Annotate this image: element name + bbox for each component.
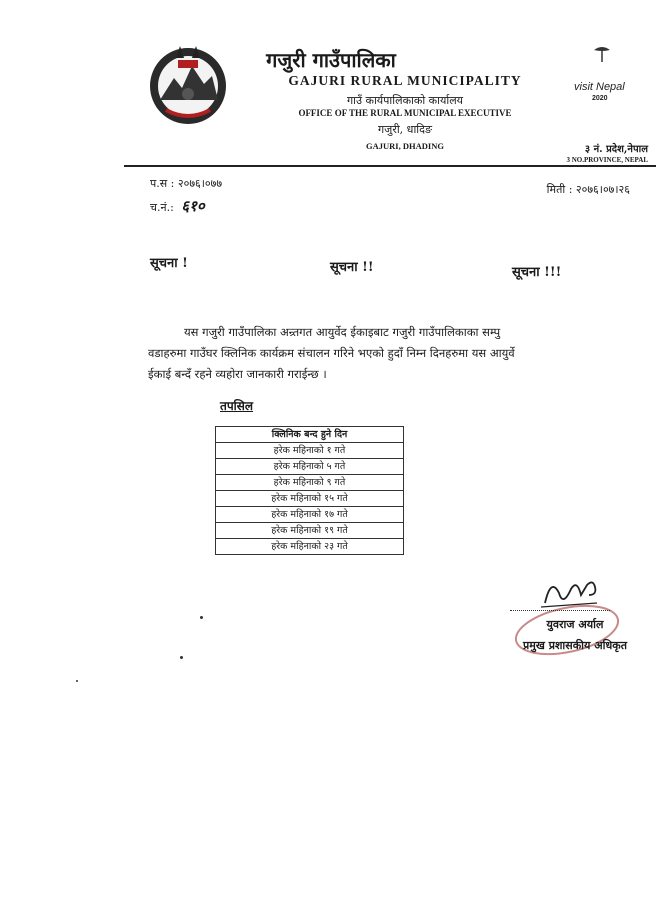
table-cell: हरेक महिनाको १५ गते <box>216 491 404 507</box>
table-header-row <box>216 427 404 443</box>
table-row <box>216 459 404 475</box>
office-name-np: गाउँ कार्यपालिकाको कार्यालय <box>346 94 464 107</box>
tapasil-heading: तपसिल <box>220 399 254 413</box>
office-name-en: OFFICE OF THE RURAL MUNICIPAL EXECUTIVE <box>298 108 512 118</box>
table-row <box>216 443 404 459</box>
svg-text:2020: 2020 <box>592 95 608 102</box>
scan-speck <box>180 656 183 659</box>
body-line: यस गजुरी गाउँपालिका अन्र्तगत आयुर्वेद ईकाइबाट गजुरी गाउँपालिकाका सम्पु <box>184 325 501 339</box>
municipality-name-en: GAJURI RURAL MUNICIPALITY <box>288 73 522 88</box>
svg-text:visit Nepal: visit Nepal <box>574 81 625 93</box>
district-en: GAJURI, DHADING <box>366 141 444 151</box>
body-line: ईकाई बन्दँ रहने व्यहोरा जानकारी गराईन्छ । <box>148 367 327 381</box>
signatory-title: प्रमुख प्रशासकीय अधिकृत <box>523 639 627 652</box>
table-header: क्लिनिक बन्द हुने दिन <box>216 427 404 443</box>
notice-heading-2: सूचना !! <box>330 260 374 275</box>
table-cell: हरेक महिनाको ९ गते <box>216 475 404 491</box>
province-np: ३ नं. प्रदेश,नेपाल <box>584 144 648 155</box>
table-cell: हरेक महिनाको २३ गते <box>216 539 404 555</box>
letter-date: मिती : २०७६।०७।२६ <box>546 183 630 196</box>
table-row <box>216 523 404 539</box>
notice-body <box>148 322 662 385</box>
chalani-value: ६१० <box>181 197 205 215</box>
chalani-number <box>150 196 205 216</box>
table-row <box>216 539 404 555</box>
table-cell: हरेक महिनाको १९ गते <box>216 523 404 539</box>
table-row <box>216 507 404 523</box>
municipality-name-np: गजुरी गाउँपालिका <box>266 48 396 72</box>
patra-sankhya: प.स : २०७६।०७७ <box>150 177 223 190</box>
closure-schedule-table <box>215 426 404 555</box>
scan-speck <box>200 616 203 619</box>
province-en: 3 NO.PROVINCE, NEPAL <box>566 156 648 164</box>
header-divider <box>124 165 656 167</box>
notice-heading-3: सूचना !!! <box>512 265 562 280</box>
table-cell: हरेक महिनाको ५ गते <box>216 459 404 475</box>
signature-line <box>510 610 610 612</box>
district-np: गजुरी, धादिङ <box>377 123 432 136</box>
table-row <box>216 491 404 507</box>
table-row <box>216 475 404 491</box>
signatory-name: युवराज अर्याल <box>546 618 604 631</box>
chalani-label: च.नं.: <box>150 201 174 214</box>
handwritten-signature <box>537 573 617 613</box>
table-cell: हरेक महिनाको १ गते <box>216 443 404 459</box>
body-line: वडाहरुमा गाउँघर क्लिनिक कार्यक्रम संचालन गरिने भएको हुदाँ निम्न दिनहरुमा यस आयुर्वे <box>148 346 515 360</box>
scan-speck <box>76 680 78 682</box>
table-cell: हरेक महिनाको १७ गते <box>216 507 404 523</box>
notice-heading-1: सूचना ! <box>150 256 188 271</box>
